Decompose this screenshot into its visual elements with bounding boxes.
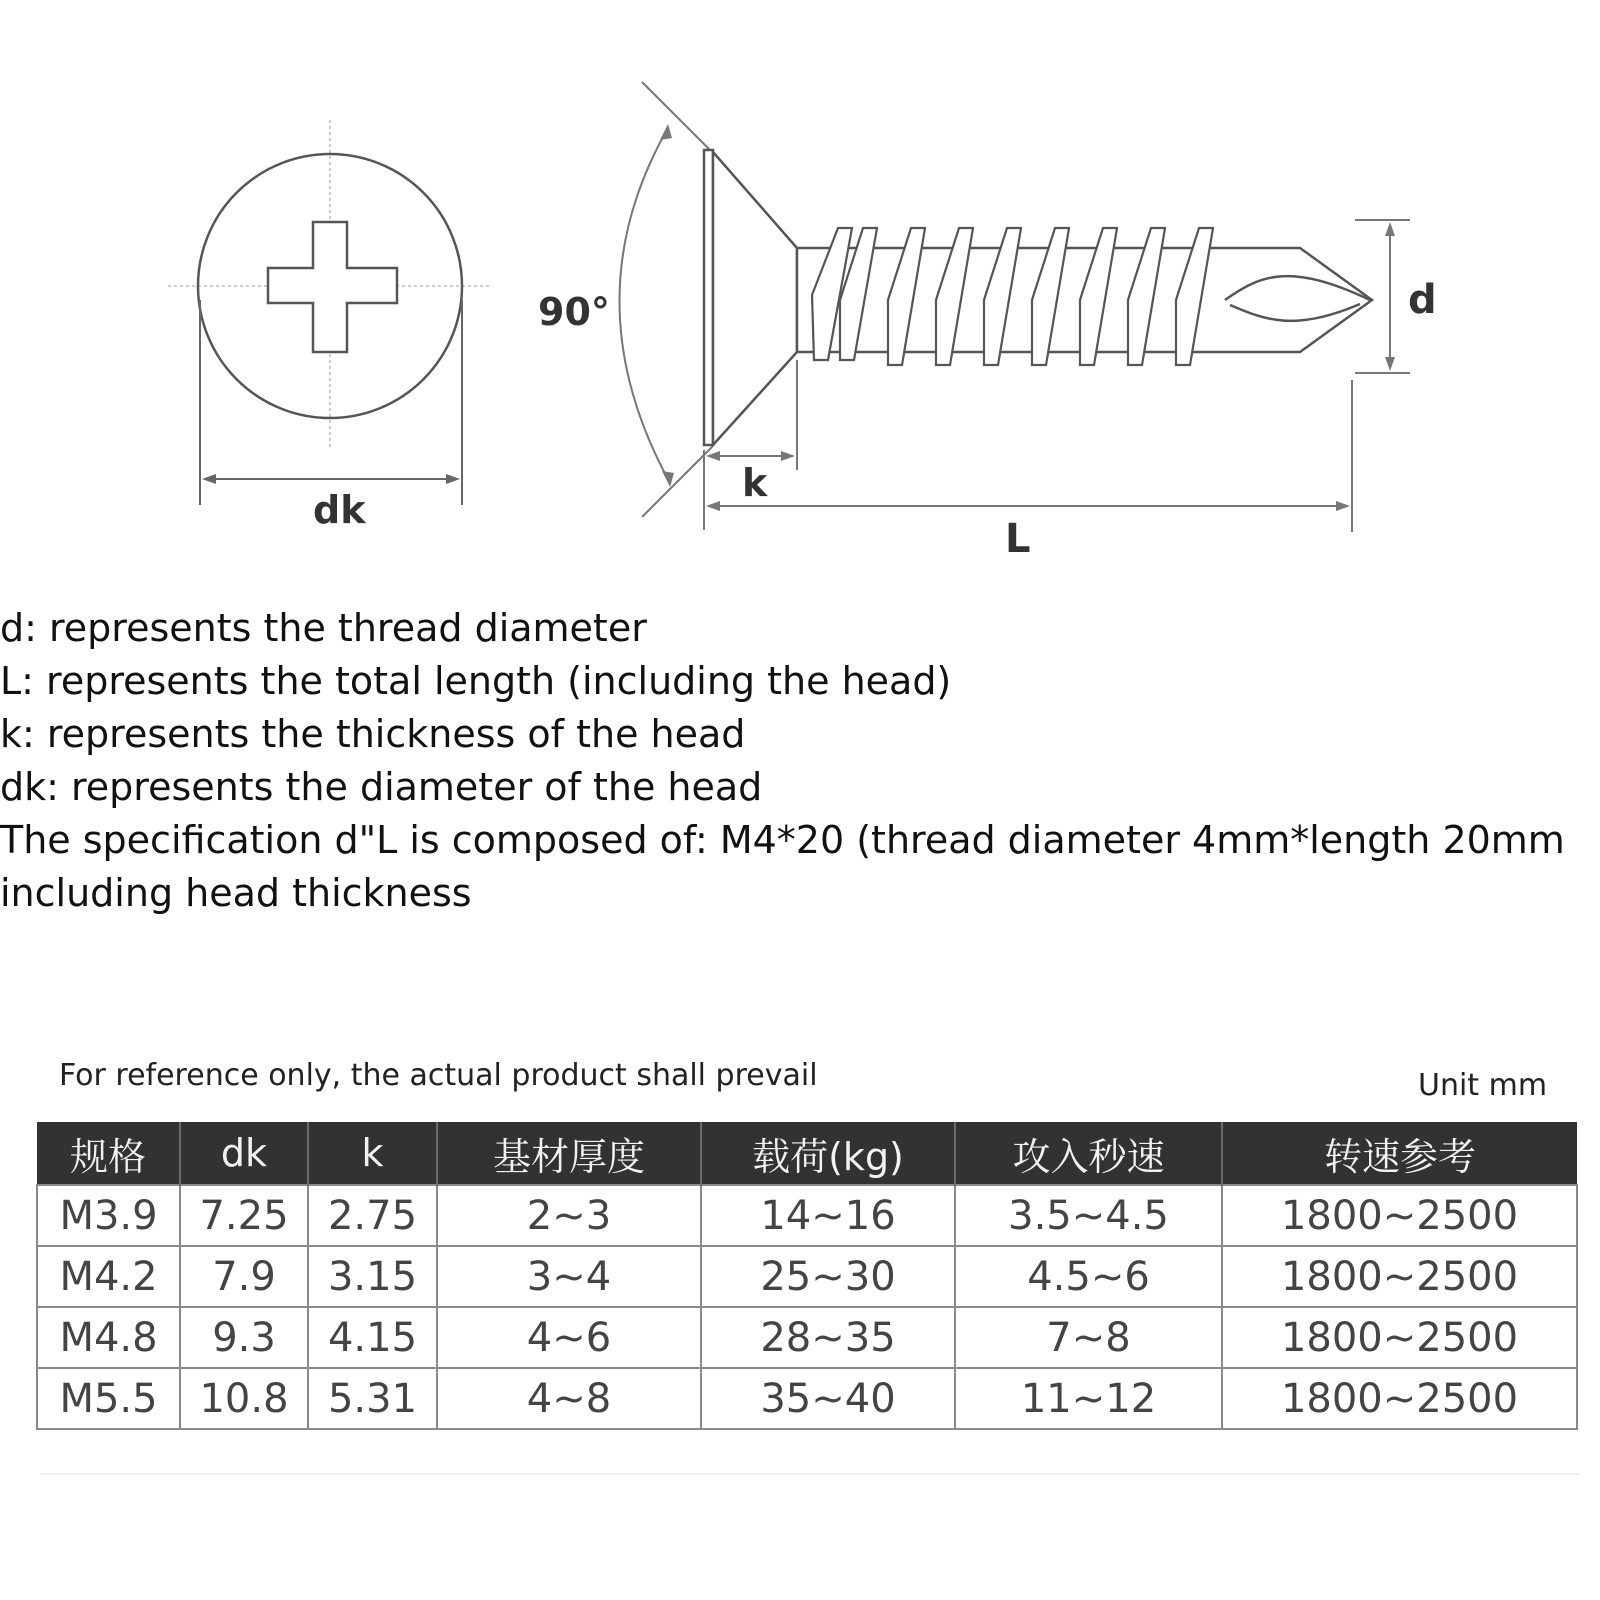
description-line: dk: represents the diameter of the head [0, 765, 763, 809]
table-cell: M5.5 [37, 1368, 180, 1429]
screw-technical-drawing [0, 0, 1600, 600]
table-cell: 2.75 [308, 1185, 437, 1246]
L-label: L [1005, 516, 1031, 562]
table-row [37, 1307, 1577, 1368]
table-cell: 4~8 [437, 1368, 701, 1429]
table-cell: 4.5~6 [955, 1246, 1222, 1307]
header-load: 载荷(kg) [701, 1122, 955, 1185]
screw-side-view [704, 150, 1372, 445]
table-cell: M4.2 [37, 1246, 180, 1307]
spec-table [36, 1122, 1578, 1430]
table-cell: 10.8 [180, 1368, 308, 1429]
header-spec: 规格 [37, 1122, 180, 1185]
dimension-description [0, 602, 1600, 920]
table-cell: 4.15 [308, 1307, 437, 1368]
table-cell: 7.25 [180, 1185, 308, 1246]
description-line: including head thickness [0, 871, 472, 915]
table-cell: 3.15 [308, 1246, 437, 1307]
header-substrate-thickness: 基材厚度 [437, 1122, 701, 1185]
k-label: k [742, 461, 768, 505]
table-cell: 2~3 [437, 1185, 701, 1246]
header-k: k [308, 1122, 437, 1185]
table-cell: 35~40 [701, 1368, 955, 1429]
table-cell: 9.3 [180, 1307, 308, 1368]
table-cell: M3.9 [37, 1185, 180, 1246]
table-cell: 1800~2500 [1222, 1368, 1577, 1429]
angle-arc [619, 82, 712, 517]
table-cell: 25~30 [701, 1246, 955, 1307]
d-label: d [1408, 277, 1437, 323]
header-rotation-speed: 转速参考 [1222, 1122, 1577, 1185]
table-row [37, 1246, 1577, 1307]
description-line: k: represents the thickness of the head [0, 712, 746, 756]
table-cell: 1800~2500 [1222, 1185, 1577, 1246]
table-cell: 14~16 [701, 1185, 955, 1246]
table-row [37, 1185, 1577, 1246]
description-line: The specification d"L is composed of: M4*20 (thread diameter 4mm*length 20mm [0, 818, 1565, 862]
table-header-row [37, 1122, 1577, 1185]
table-row [37, 1368, 1577, 1429]
dk-label: dk [313, 488, 366, 532]
table-cell: 7.9 [180, 1246, 308, 1307]
table-cell: 3.5~4.5 [955, 1185, 1222, 1246]
header-dk: dk [180, 1122, 308, 1185]
table-cell: 7~8 [955, 1307, 1222, 1368]
description-line: d: represents the thread diameter [0, 606, 647, 650]
L-dimension [706, 380, 1352, 532]
table-cell: 28~35 [701, 1307, 955, 1368]
table-cell: 1800~2500 [1222, 1246, 1577, 1307]
table-cell: 3~4 [437, 1246, 701, 1307]
screw-head-top-view [168, 120, 492, 450]
divider [40, 1473, 1580, 1475]
description-line: L: represents the total length (including the head) [0, 659, 952, 703]
table-cell: 5.31 [308, 1368, 437, 1429]
table-cell: M4.8 [37, 1307, 180, 1368]
table-cell: 1800~2500 [1222, 1307, 1577, 1368]
reference-note: For reference only, the actual product shall prevail [59, 1058, 818, 1093]
table-cell: 11~12 [955, 1368, 1222, 1429]
table-cell: 4~6 [437, 1307, 701, 1368]
header-drilling-speed: 攻入秒速 [955, 1122, 1222, 1185]
unit-note: Unit mm [1418, 1068, 1548, 1103]
angle-label: 90° [538, 290, 610, 334]
